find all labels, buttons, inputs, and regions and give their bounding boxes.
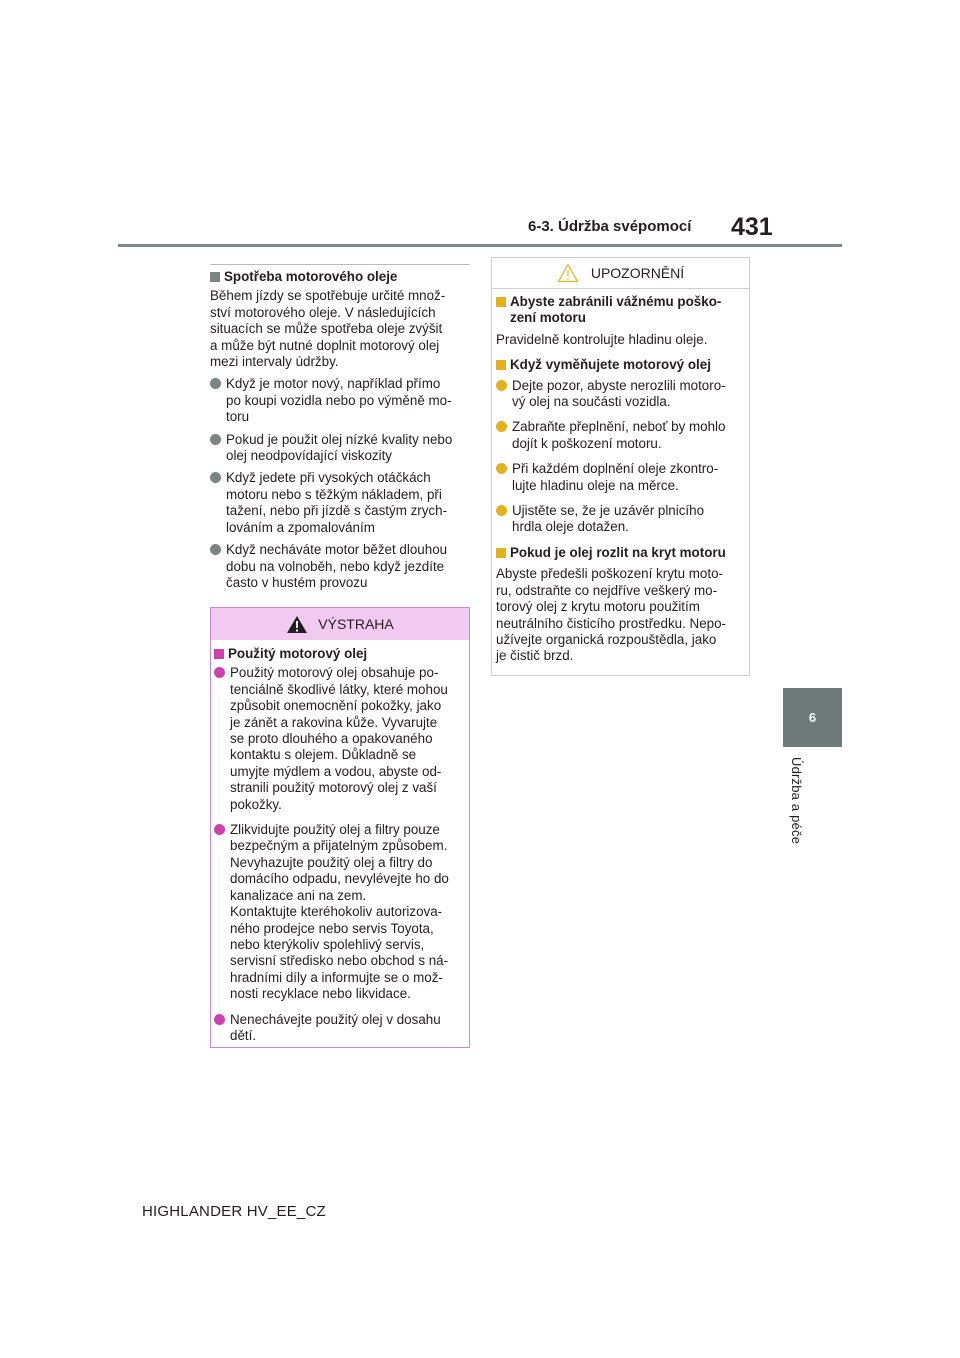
text-line: lujte hladinu oleje na měrce. xyxy=(512,477,679,493)
list-item xyxy=(210,376,470,425)
text-line: Abyste zabránili vážnému poško- xyxy=(510,294,722,309)
list-item xyxy=(214,1012,463,1045)
text-line: Nenechávejte použitý olej v dosahu xyxy=(230,1011,441,1027)
caution-header xyxy=(492,258,749,289)
warning-triangle-icon xyxy=(286,615,308,634)
list-item xyxy=(214,822,463,1002)
text-line: Pokud je použit olej nízké kvality nebo xyxy=(226,431,453,447)
heading-text: Použitý motorový olej xyxy=(228,646,368,661)
square-bullet-icon xyxy=(496,360,506,370)
text-line: Nevyhazujte použitý olej a filtry do xyxy=(230,854,433,870)
text-line: stranili použitý motorový olej z vaší xyxy=(230,780,437,796)
text-line: kontaktu s olejem. Důkladně se xyxy=(230,747,417,763)
section-title: 6-3. Údržba svépomocí xyxy=(528,218,692,235)
intro-paragraph xyxy=(210,288,470,370)
text-line: Ujistěte se, že je uzávěr plnicího xyxy=(512,503,705,519)
text-line: bezpečným a přijatelným způsobem. xyxy=(230,838,448,854)
footer-model: HIGHLANDER HV_EE_CZ xyxy=(142,1203,326,1220)
text-line: Kontaktujte kteréhokoliv autorizova- xyxy=(230,904,443,920)
text-line: Dejte pozor, abyste nerozlili motoro- xyxy=(512,377,726,393)
heading-text: Spotřeba motorového oleje xyxy=(224,269,398,284)
list-item xyxy=(214,665,463,813)
circle-bullet-icon xyxy=(214,1014,225,1025)
heading-text: Když vyměňujete motorový olej xyxy=(510,357,711,373)
section-heading xyxy=(210,269,470,285)
text-line: je čistič brzd. xyxy=(496,648,574,664)
square-bullet-icon xyxy=(210,272,220,282)
list-item xyxy=(496,503,745,536)
circle-bullet-icon xyxy=(496,463,507,474)
circle-bullet-icon xyxy=(214,824,225,835)
text-line: torový olej z krytu motoru použitím xyxy=(496,599,700,615)
text-line: zení motoru xyxy=(510,310,586,326)
paragraph xyxy=(496,566,745,664)
text-line: Zlikvidujte použitý olej a filtry pouze xyxy=(230,822,440,838)
list-item xyxy=(210,432,470,465)
text-line: kanalizace ani na zem. xyxy=(230,887,367,903)
text-line: domácího odpadu, nevylévejte ho do xyxy=(230,871,449,887)
text-line: užívejte organická rozpouštědla, jako xyxy=(496,631,717,647)
caution-heading-oil-change xyxy=(496,357,745,373)
text-line: lováním a zpomalováním xyxy=(226,519,375,535)
circle-bullet-icon xyxy=(210,544,221,555)
text-line: tažení, nebo při jízdě s častým zrych- xyxy=(226,503,448,519)
heading-text: Pokud je olej rozlit na kryt motoru xyxy=(510,544,726,560)
paragraph: Pravidelně kontrolujte hladinu oleje. xyxy=(496,331,708,347)
text-line: hradními díly a informujte se o mož- xyxy=(230,969,443,985)
text-line: olej neodpovídající viskozity xyxy=(226,448,392,464)
text-line: a může být nutné doplnit motorový olej xyxy=(210,337,440,353)
text-line: vý olej na součásti vozidla. xyxy=(512,394,671,410)
text-line: tenciálně škodlivé látky, které mohou xyxy=(230,681,448,697)
text-line: nebo kterýkoliv spolehlivý servis, xyxy=(230,936,425,952)
caution-triangle-icon xyxy=(557,263,579,283)
text-line: způsobit onemocnění pokožky, jako xyxy=(230,698,442,714)
text-line: se proto dlouhého a opakovaného xyxy=(230,731,433,747)
text-line: Když je motor nový, například přímo xyxy=(226,376,441,392)
text-line: mezi intervaly údržby. xyxy=(210,354,339,370)
caution-box xyxy=(491,257,750,676)
text-line: hrdla oleje dotažen. xyxy=(512,519,629,535)
warning-box xyxy=(210,607,470,1048)
square-bullet-icon xyxy=(496,297,506,307)
page-number: 431 xyxy=(731,213,773,241)
caution-heading-spilled-oil xyxy=(496,545,745,561)
text-line: servisní středisko nebo obchod s ná- xyxy=(230,953,449,969)
text-line: dobu na volnoběh, nebo když jezdíte xyxy=(226,558,445,574)
text-line: ství motorového oleje. V následujících xyxy=(210,304,436,320)
section-rule xyxy=(210,264,470,265)
list-item xyxy=(496,461,745,494)
caution-heading-engine-damage xyxy=(496,294,745,327)
text-line: Když jedete při vysokých otáčkách xyxy=(226,470,431,486)
text-line: dojít k poškození motoru. xyxy=(512,435,662,451)
warning-title: VÝSTRAHA xyxy=(318,616,394,632)
chapter-label: Údržba a péče xyxy=(789,757,804,845)
text-line: ného prodejce nebo servis Toyota, xyxy=(230,920,434,936)
text-line: pokožky. xyxy=(230,796,282,812)
text-line: Když necháváte motor běžet dlouhou xyxy=(226,542,448,558)
text-line: Použitý motorový olej obsahuje po- xyxy=(230,665,439,681)
text-line: nosti recyklace nebo likvidace. xyxy=(230,986,411,1002)
circle-bullet-icon xyxy=(210,434,221,445)
oil-consumption-section xyxy=(210,264,470,591)
chapter-number: 6 xyxy=(808,710,817,725)
text-line: motoru nebo s těžkým nákladem, při xyxy=(226,486,442,502)
text-line: dětí. xyxy=(230,1027,257,1043)
text-line: Během jízdy se spotřebuje určité množ- xyxy=(210,288,446,304)
text-line: je zánět a rakovina kůže. Vyvarujte xyxy=(230,714,438,730)
caution-title: UPOZORNĚNÍ xyxy=(590,265,685,281)
text-line: často v hustém provozu xyxy=(226,574,368,590)
text-line: po koupi vozidla nebo po výměně mo- xyxy=(226,392,452,408)
warning-header xyxy=(211,608,469,640)
text-line: Abyste předešli poškození krytu moto- xyxy=(496,566,724,582)
circle-bullet-icon xyxy=(496,421,507,432)
list-item xyxy=(210,470,470,536)
circle-bullet-icon xyxy=(214,667,225,678)
circle-bullet-icon xyxy=(496,505,507,516)
circle-bullet-icon xyxy=(210,472,221,483)
circle-bullet-icon xyxy=(210,378,221,389)
list-item xyxy=(210,542,470,591)
text-line: umyjte mýdlem a vodou, abyste od- xyxy=(230,763,442,779)
text-line: toru xyxy=(226,409,250,425)
list-item xyxy=(496,419,745,452)
text-line: neutrálního čisticího prostředku. Nepo- xyxy=(496,615,726,631)
text-line: Při každém doplnění oleje zkontro- xyxy=(512,461,719,477)
square-bullet-icon xyxy=(496,548,506,558)
header-divider xyxy=(118,244,842,247)
text-line: situacích se může spotřeba oleje zvýšit xyxy=(210,321,443,337)
square-bullet-icon xyxy=(214,649,224,659)
text-line: ru, odstraňte co nejdříve veškerý mo- xyxy=(496,582,718,598)
circle-bullet-icon xyxy=(496,380,507,391)
list-item xyxy=(496,378,745,411)
text-line: Zabraňte přeplnění, neboť by mohlo xyxy=(512,419,726,435)
warning-heading xyxy=(214,646,463,662)
chapter-tab xyxy=(783,688,842,747)
